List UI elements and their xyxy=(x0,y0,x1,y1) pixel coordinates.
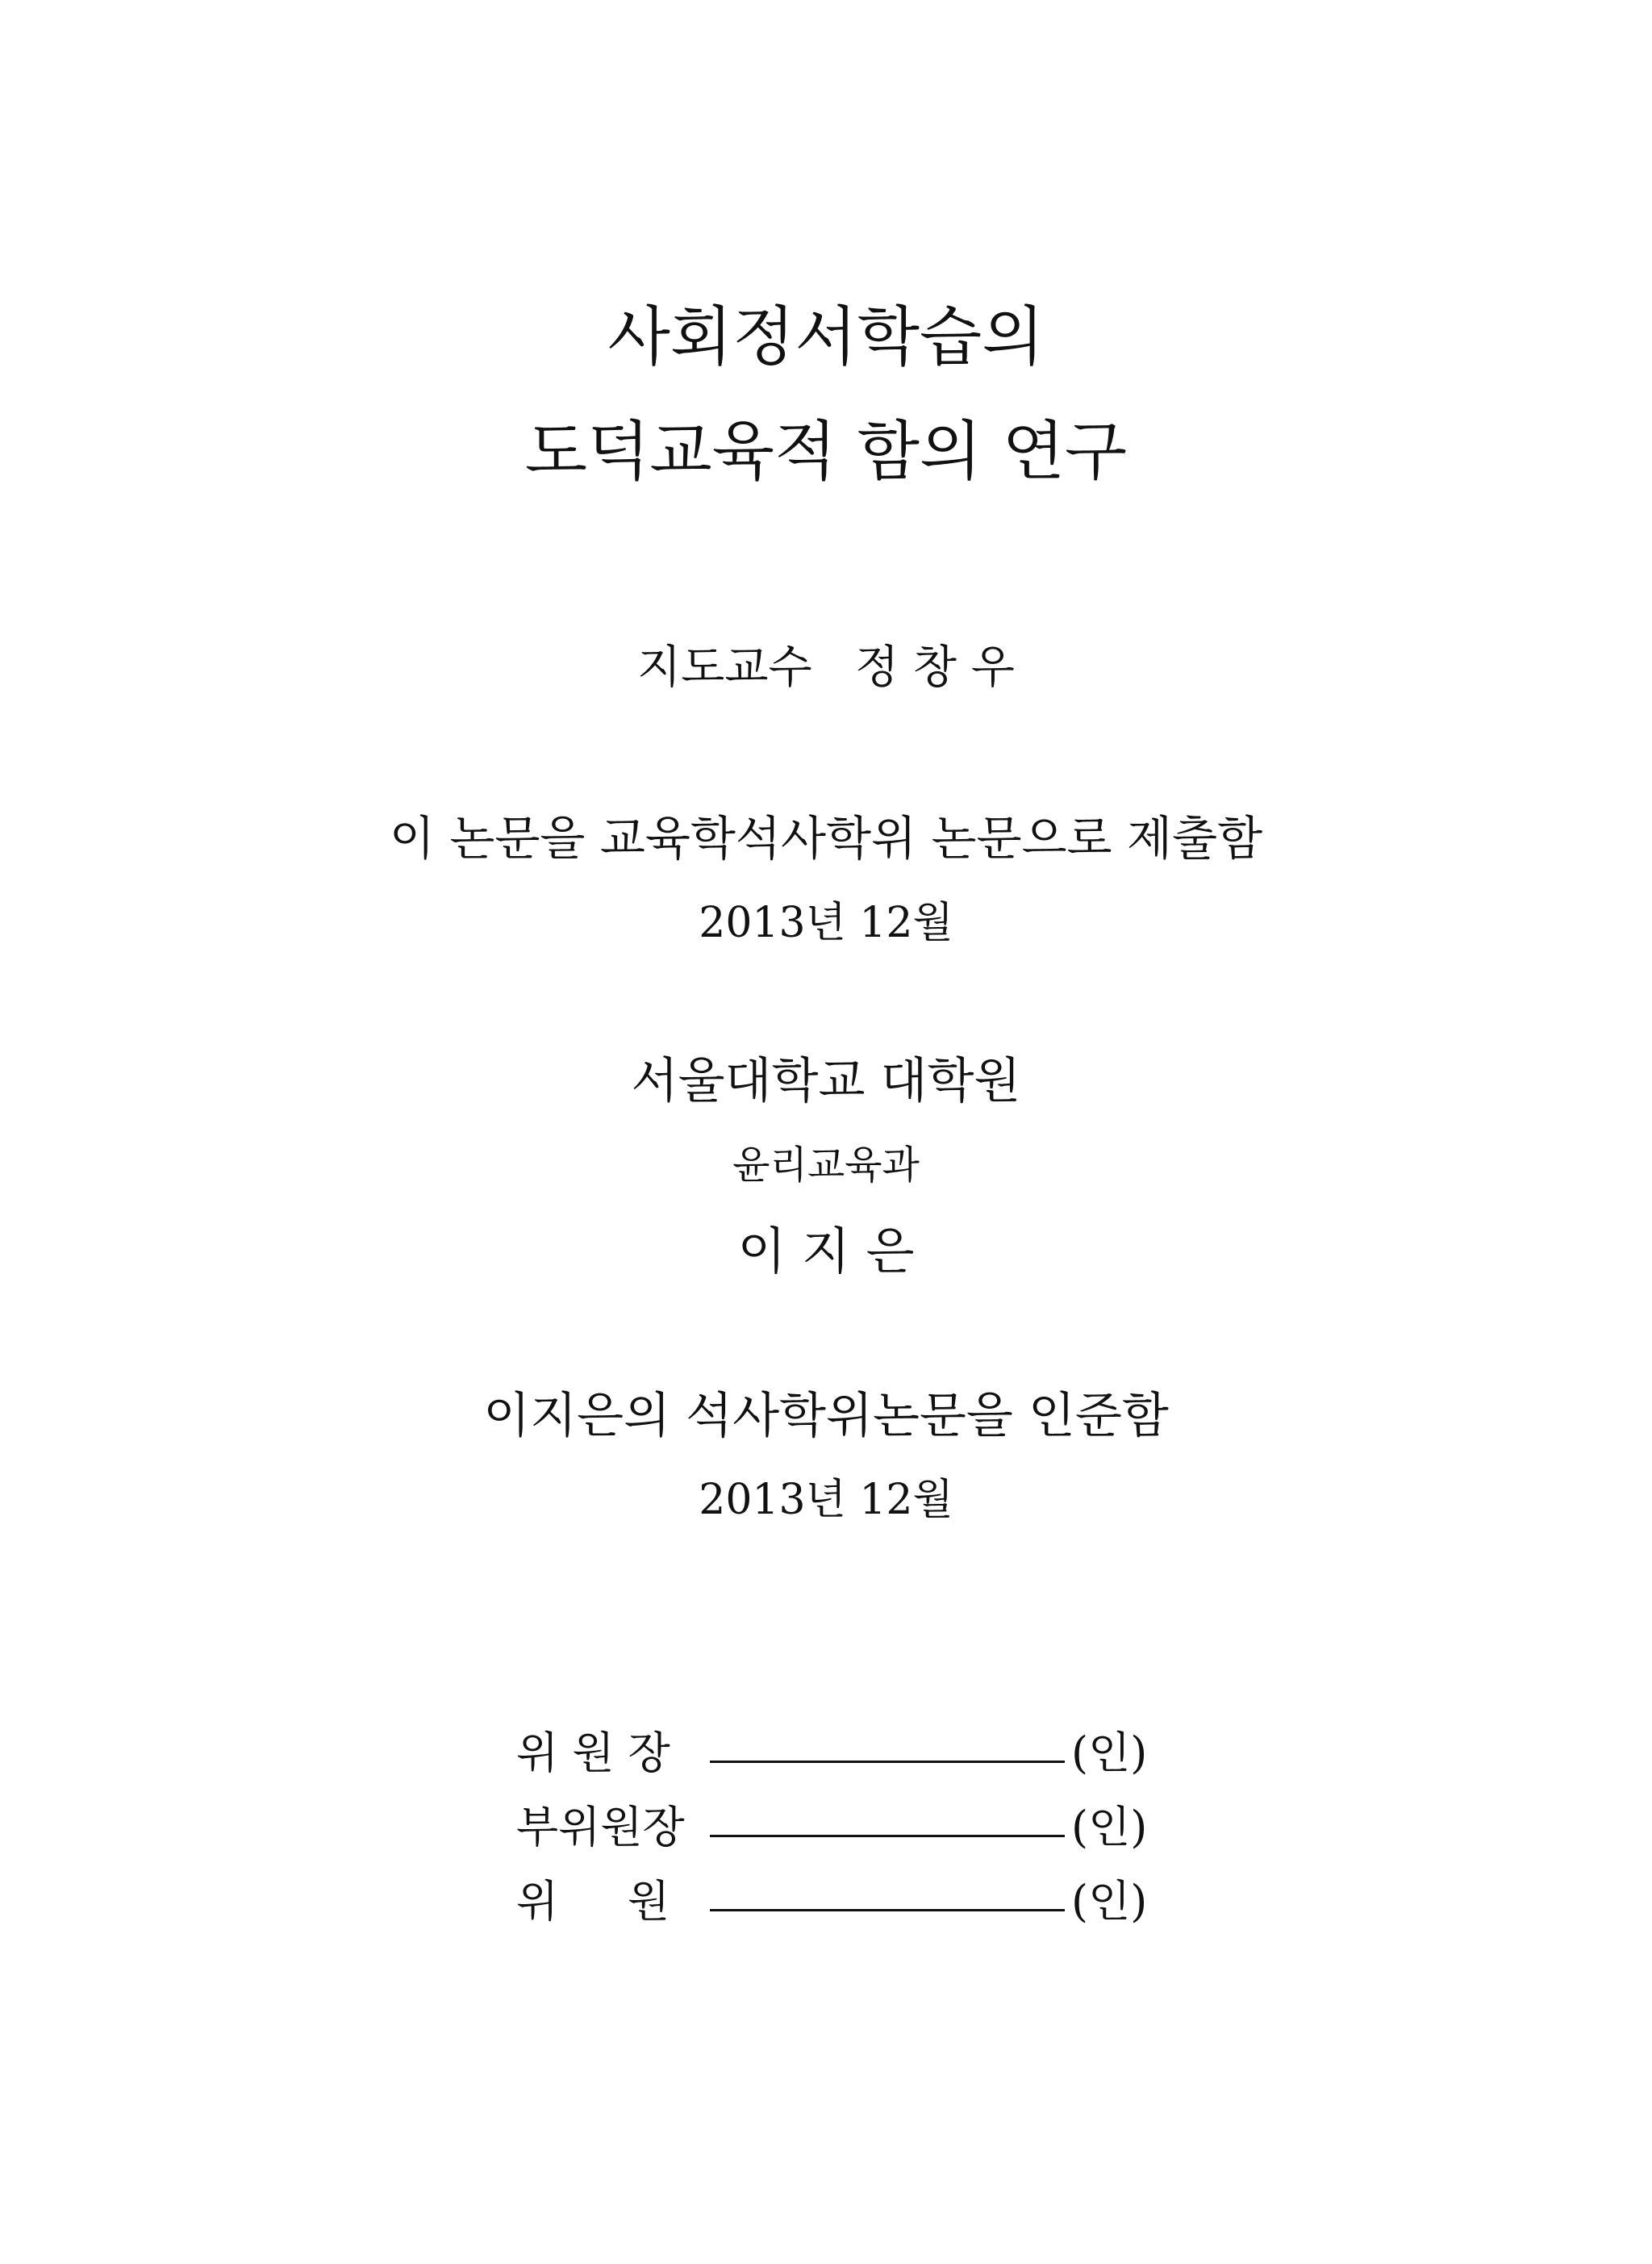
committee-role: 위 원 xyxy=(516,1876,670,1927)
committee-row-vice-chair xyxy=(516,1785,1162,1859)
advisor: 지도교수 정 창 우 xyxy=(637,641,1015,694)
committee-role: 부위원장 xyxy=(516,1802,685,1853)
author-name: 이 지 은 xyxy=(737,1222,915,1280)
department-name: 윤리교육과 xyxy=(732,1142,920,1188)
committee-row-member xyxy=(516,1859,1162,1933)
signature-line xyxy=(710,1761,1065,1763)
title-line-1: 사회정서학습의 xyxy=(607,299,1045,374)
committee-signatures xyxy=(516,1711,1162,1933)
approval-date: 2013년 12월 xyxy=(699,1476,953,1524)
signature-line xyxy=(710,1835,1065,1837)
committee-role: 위 원 장 xyxy=(516,1727,670,1778)
committee-row-chair xyxy=(516,1711,1162,1785)
seal-mark: (인) xyxy=(1071,1876,1148,1927)
title-line-2: 도덕교육적 함의 연구 xyxy=(524,414,1128,489)
submission-date: 2013년 12월 xyxy=(699,899,953,947)
seal-mark: (인) xyxy=(1071,1727,1148,1778)
seal-mark: (인) xyxy=(1071,1802,1148,1853)
approval-statement: 이지은의 석사학위논문을 인준함 xyxy=(483,1388,1169,1444)
school-name: 서울대학교 대학원 xyxy=(631,1053,1021,1109)
signature-line xyxy=(710,1909,1065,1911)
submission-statement: 이 논문을 교육학석사학위 논문으로 제출함 xyxy=(389,811,1263,866)
